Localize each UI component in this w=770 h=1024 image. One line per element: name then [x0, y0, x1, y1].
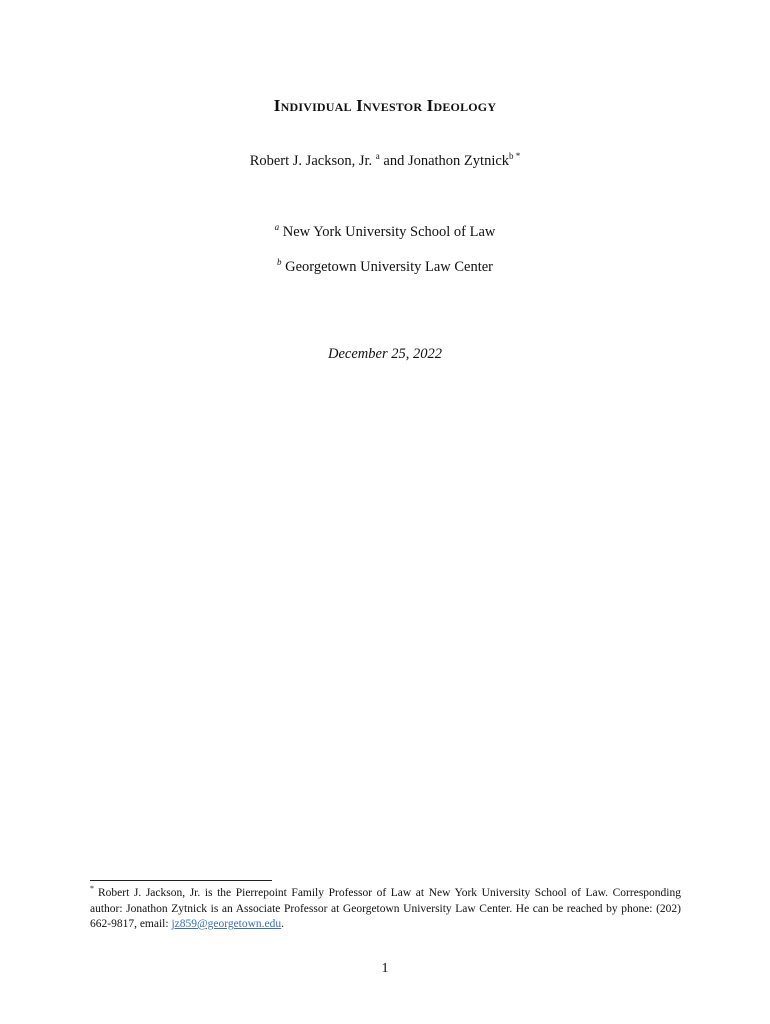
email-link[interactable]: jz859@georgetown.edu: [171, 918, 282, 930]
paper-title: Individual Investor Ideology: [273, 96, 497, 115]
affiliation-b-text: Georgetown University Law Center: [285, 259, 494, 275]
affiliation-b: [0, 259, 770, 276]
footnote-end: .: [281, 918, 285, 930]
affiliation-a-text: New York University School of Law: [282, 224, 496, 240]
affiliation-b-mark: b: [276, 257, 282, 268]
footnote: [90, 886, 681, 933]
author-1-name: Robert J. Jackson, Jr.: [249, 153, 373, 169]
affiliation-a: [0, 224, 770, 241]
footnote-text: Robert J. Jackson, Jr. is the Pierrepoint Family Professor of Law at New York University School of Law. Corresponding author: Jonathon Zytnick is an Associate Professor at Georgetown University Law Center. He can be reached by phone: (202) 662-9817, email:: [90, 887, 681, 930]
paper-date: December 25, 2022: [328, 346, 442, 362]
author-2-name: and Jonathon Zytnick: [379, 153, 510, 169]
affiliation-a-mark: a: [274, 222, 280, 233]
author-1-affiliation-mark: a: [375, 151, 380, 162]
footnote-mark: *: [90, 884, 94, 894]
page-number: 1: [381, 961, 389, 976]
footnote-divider: [90, 880, 272, 881]
author-2-affiliation-mark: b *: [509, 151, 521, 162]
author-line: [0, 153, 770, 170]
